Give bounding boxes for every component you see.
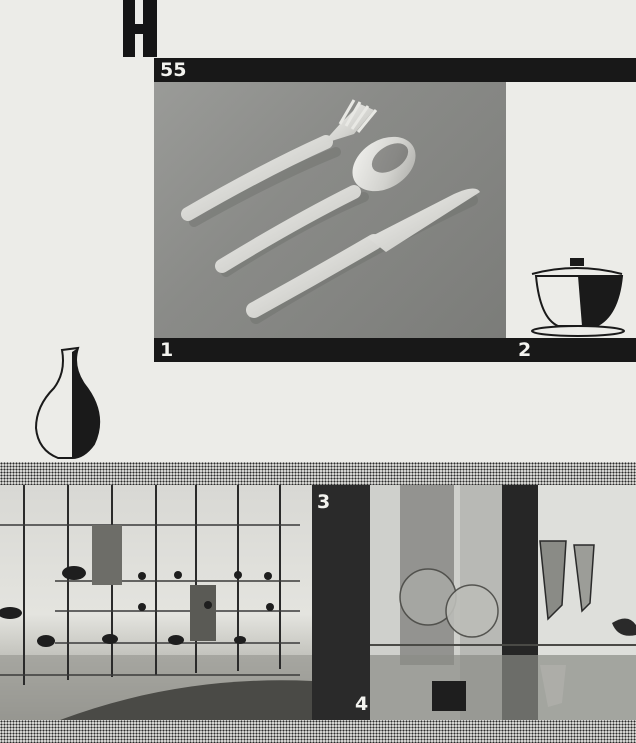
top-band (154, 58, 636, 82)
figure-number-3: 3 (317, 491, 331, 513)
halftone-strip-top (0, 462, 636, 485)
halftone-strip-bottom (0, 720, 636, 743)
shelves-illustration (0, 485, 312, 720)
caption-band (154, 338, 636, 362)
cutlery-photo (154, 82, 506, 338)
glassware-illustration (312, 485, 636, 720)
glassware-photo (312, 485, 636, 720)
display-shelves-photo (0, 485, 312, 720)
cutlery-illustration (154, 82, 506, 338)
page-number: 55 (160, 59, 187, 81)
section-letter-h (123, 0, 157, 57)
figure-number-1: 1 (160, 339, 174, 361)
knife (254, 188, 480, 310)
figure-number-4: 4 (355, 693, 369, 715)
lidded-bowl-drawing (526, 254, 630, 338)
figure-number-2: 2 (518, 339, 532, 361)
vase-drawing (32, 344, 110, 462)
